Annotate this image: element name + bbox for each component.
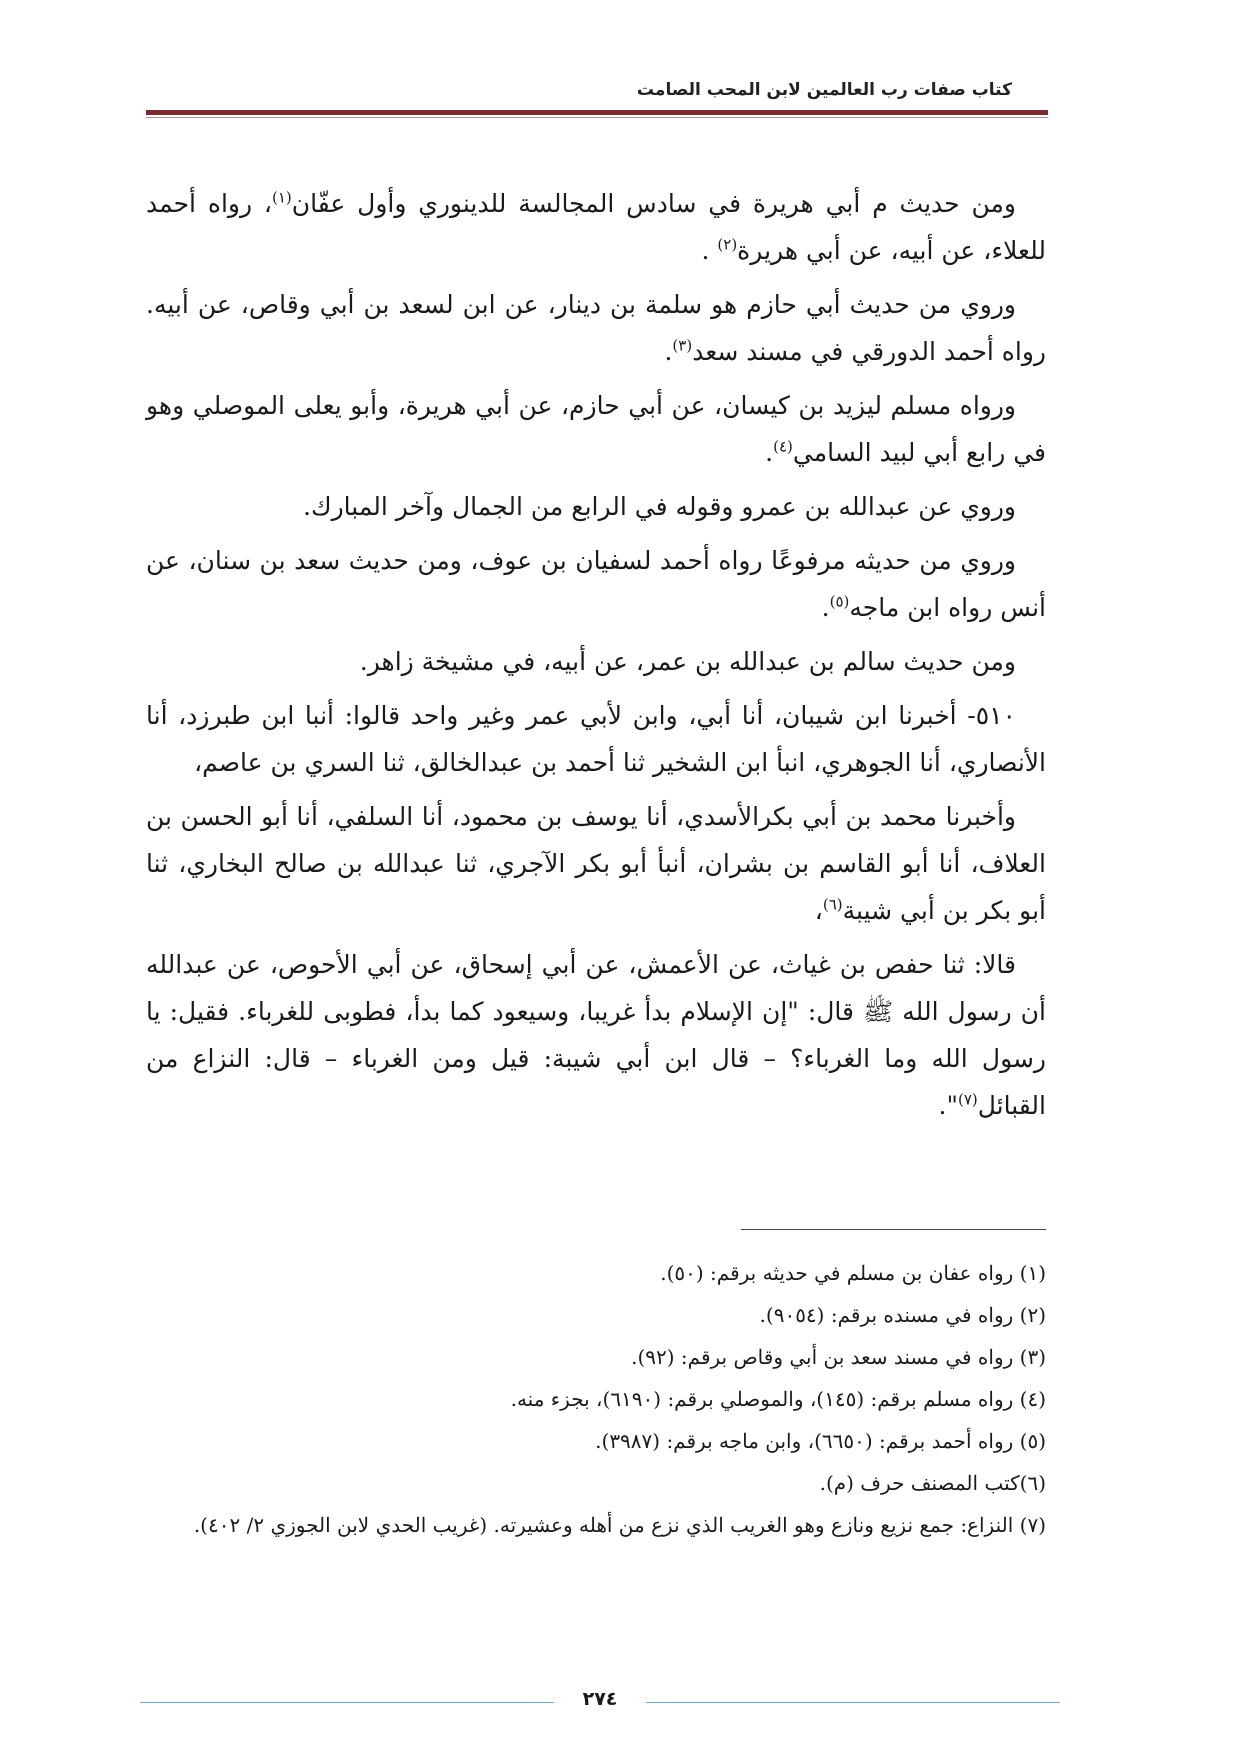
footnote-2: (٢) رواه في مسنده برقم: (٩٠٥٤). <box>759 1303 1046 1327</box>
footnote-7: (٧) النزاع: جمع نزيع ونازع وهو الغريب الذي نزع من أهله وعشيرته. (غريب الحدي لابن الجوزي ٢/ ٤٠٢). <box>193 1513 1046 1537</box>
paragraph-7: ٥١٠- أخبرنا ابن شيبان، أنا أبي، وابن لأبي عمر وغير واحد قالوا: أنبا ابن طبرزد، أنا الأنصاري، أنا الجوهري، انبأ ابن الشخير ثنا أحمد بن عبدالخالق، ثنا السري بن عاصم، <box>146 701 1046 777</box>
paragraph-5 <box>146 537 1046 631</box>
paragraph-5-text-b: . <box>821 593 830 622</box>
paragraph-5-text-a: وروي من حديثه مرفوعًا رواه أحمد لسفيان بن عوف، ومن حديث سعد بن سنان، عن أنس رواه ابن ماجه <box>146 546 1046 622</box>
paragraph-1-text-b: ، رواه أحمد للعلاء، عن أبيه، عن أبي هريرة <box>146 189 1046 265</box>
footnote-separator <box>741 1229 1046 1230</box>
paragraph-3-text-a: ورواه مسلم ليزيد بن كيسان، عن أبي حازم، عن أبي هريرة، وأبو يعلى الموصلي وهو في رابع أبي لبيد السامي <box>146 391 1046 467</box>
footnote-ref-1: (١) <box>271 188 292 207</box>
paragraph-8-text-b: ، <box>814 896 823 925</box>
footnote-ref-2: (٢) <box>717 235 738 254</box>
paragraph-9-text-b: ". <box>938 1091 958 1120</box>
header-divider <box>146 110 1048 115</box>
paragraph-8 <box>146 793 1046 934</box>
paragraph-9 <box>146 941 1046 1129</box>
paragraph-3 <box>146 382 1046 476</box>
paragraph-1 <box>146 180 1046 274</box>
footnotes <box>146 1252 1046 1546</box>
paragraph-2-text-b: . <box>664 337 673 366</box>
paragraph-2-text-a: وروي من حديث أبي حازم هو سلمة بن دينار، عن ابن لسعد بن أبي وقاص، عن أبيه. رواه أحمد الدورقي في مسند سعد <box>146 290 1046 366</box>
header-divider-thin <box>146 117 1048 118</box>
footnote-3: (٣) رواه في مسند سعد بن أبي وقاص برقم: (٩٢). <box>631 1345 1046 1369</box>
footnote-6: (٦)كتب المصنف حرف (م). <box>819 1471 1046 1495</box>
footnote-ref-7: (٧) <box>957 1090 978 1109</box>
footnote-ref-5: (٥) <box>829 592 850 611</box>
footnote-ref-6: (٦) <box>822 895 843 914</box>
footer-rule-left <box>140 1702 554 1703</box>
page-number: ٢٧٤ <box>582 1688 618 1710</box>
paragraph-9-text-a: قالا: ثنا حفص بن غياث، عن الأعمش، عن أبي إسحاق، عن أبي الأحوص، عن عبدالله أن رسول الله ﷺ قال: "إن الإسلام بدأ غريبا، وسيعود كما بدأ، فطوبى للغرباء. فقيل: يا رسول الله وما الغرباء؟ – قال ابن أبي شيبة: قيل ومن الغرباء – قال: النزاع من القبائل <box>146 950 1046 1120</box>
running-header-title: كتاب صفات رب العالمين لابن المحب الصامت <box>636 80 1012 100</box>
footnote-1: (١) رواه عفان بن مسلم في حديثه برقم: (٥٠). <box>660 1261 1046 1285</box>
footnote-ref-4: (٤) <box>773 437 793 456</box>
paragraph-6: ومن حديث سالم بن عبدالله بن عمر، عن أبيه، في مشيخة زاهر. <box>359 647 1016 676</box>
paragraph-8-text-a: وأخبرنا محمد بن أبي بكرالأسدي، أنا يوسف بن محمود، أنا السلفي، أنا أبو الحسن بن العلاف، أنا أبو القاسم بن بشران، أنبأ أبو بكر الآجري، ثنا عبدالله بن صالح البخاري، ثنا أبو بكر بن أبي شيبة <box>146 802 1046 925</box>
paragraph-2 <box>146 281 1046 375</box>
footer-rule-right <box>646 1702 1060 1703</box>
paragraph-1-text-a: ومن حديث م أبي هريرة في سادس المجالسة للدينوري وأول عفّان <box>291 189 1016 218</box>
main-text <box>146 180 1046 1136</box>
paragraph-4: وروي عن عبدالله بن عمرو وقوله في الرابع من الجمال وآخر المبارك. <box>303 492 1016 521</box>
paragraph-3-text-b: . <box>765 438 774 467</box>
footnote-4: (٤) رواه مسلم برقم: (١٤٥)، والموصلي برقم: (٦١٩٠)، بجزء منه. <box>510 1387 1046 1411</box>
paragraph-1-text-c: . <box>701 236 718 265</box>
footnote-ref-3: (٣) <box>672 336 693 355</box>
footnote-5: (٥) رواه أحمد برقم: (٦٦٥٠)، وابن ماجه برقم: (٣٩٨٧). <box>595 1429 1046 1453</box>
